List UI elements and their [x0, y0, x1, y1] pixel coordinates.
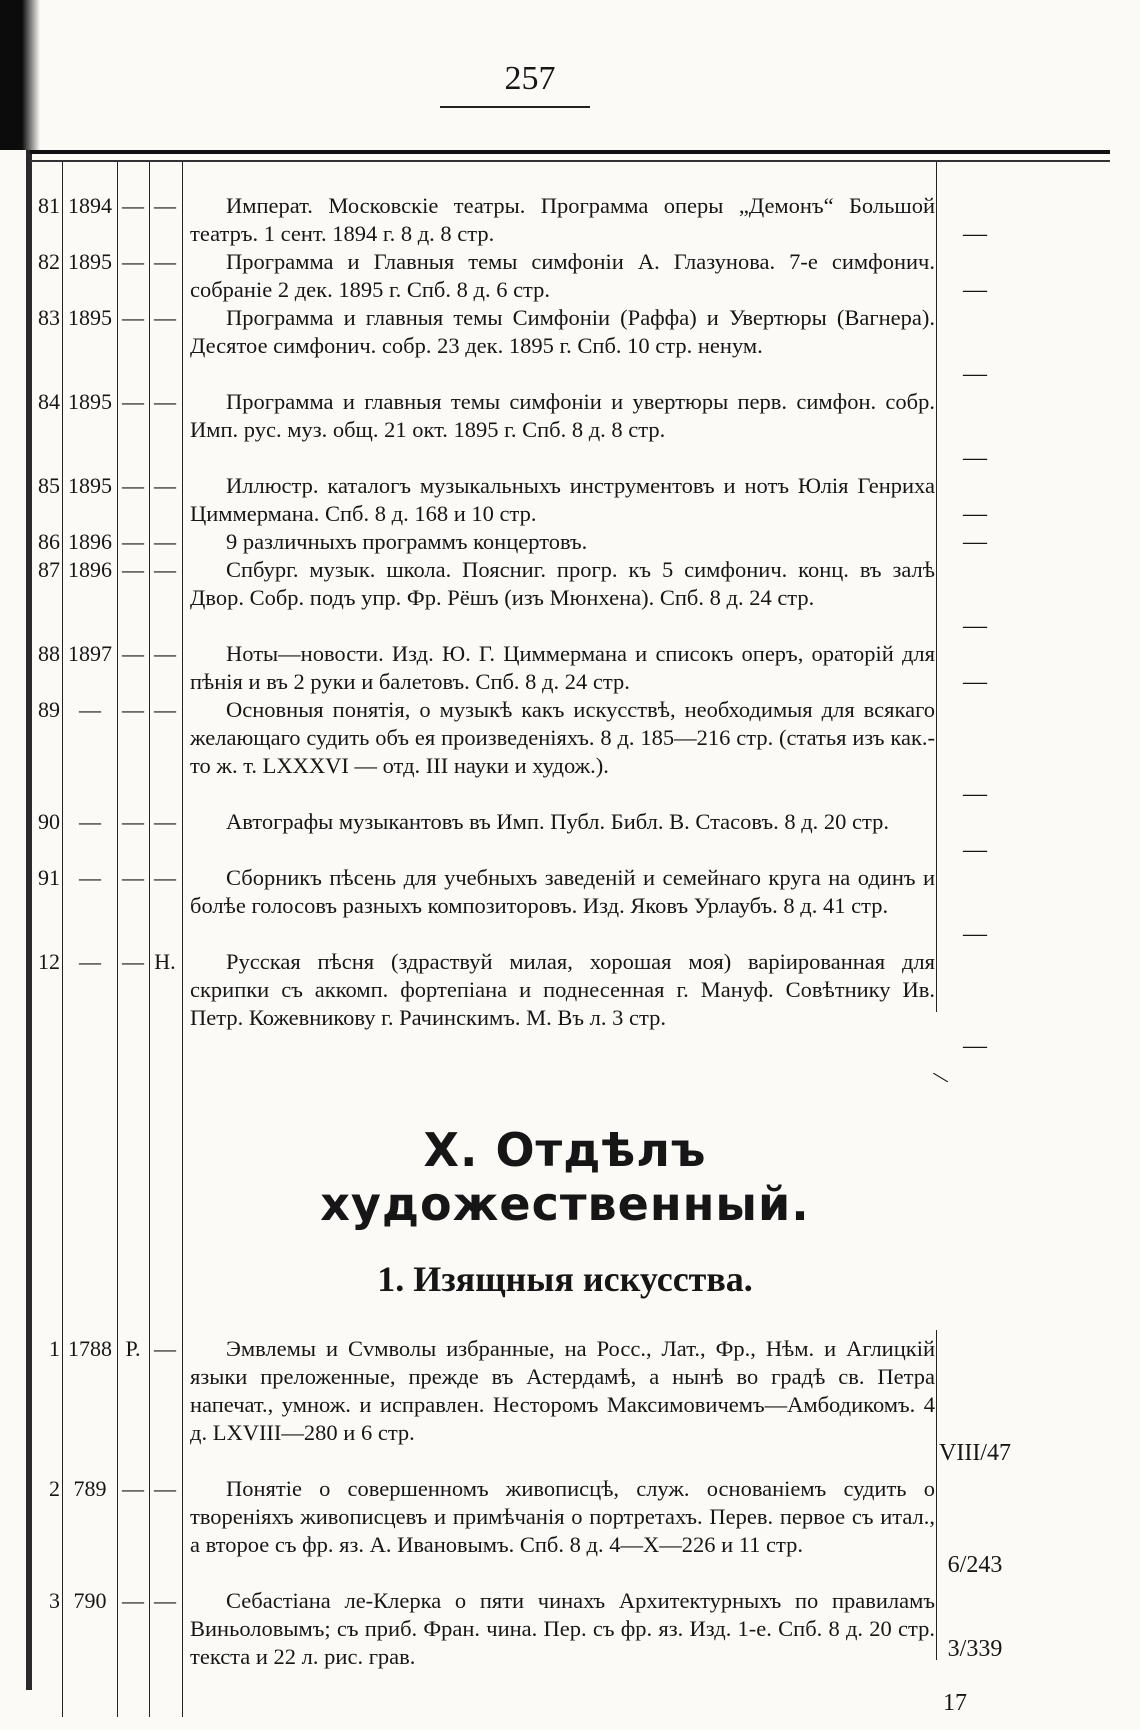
- entry-text: Программа и главныя темы Симфоніи (Раффа) и Увертюры (Вагнера). Десятое симфонич. собр. 23 дек. 1895 г. Спб. 10 стр. ненум.: [190, 305, 935, 358]
- entry-number: 3: [49, 1588, 60, 1613]
- signature-mark: 17: [943, 1690, 967, 1716]
- entry-year: 1897: [68, 641, 112, 666]
- entry-right-mark: —: [963, 529, 987, 555]
- entry-number: 90: [38, 809, 60, 834]
- entry-right-mark: 6/243: [947, 1552, 1003, 1578]
- entry-number: 83: [38, 305, 60, 330]
- entry-mark-1: —: [122, 557, 144, 582]
- entry-mark-1: —: [122, 697, 144, 722]
- entry-year: 1896: [68, 557, 112, 582]
- entry-mark-2: —: [154, 809, 176, 834]
- entry-mark-1: —: [122, 193, 144, 218]
- entry-right-mark: —: [963, 781, 987, 807]
- entry-number: 88: [38, 641, 60, 666]
- entry-year: 1896: [68, 529, 112, 554]
- entry-right-mark: —: [963, 1033, 987, 1059]
- entry-right-mark: —: [963, 277, 987, 303]
- section-title: X. Отдѣлъ художественный.: [320, 1123, 810, 1231]
- entry-mark-2: —: [154, 1476, 176, 1501]
- entry-number: 2: [49, 1476, 60, 1501]
- entry-mark-2: —: [154, 1336, 176, 1361]
- entry-year: —: [79, 949, 101, 974]
- entry-number: 87: [38, 557, 60, 582]
- entry-text: Иллюстр. каталогъ музыкальныхъ инструментовъ и нотъ Юлія Генриха Циммермана. Спб. 8 д. 168 и 10 стр.: [190, 473, 935, 526]
- entry-number: 91: [38, 865, 60, 890]
- entry-year: —: [79, 697, 101, 722]
- entry-year: 1895: [68, 389, 112, 414]
- entry-mark-1: —: [122, 865, 144, 890]
- entry-right-mark: —: [963, 613, 987, 639]
- page-number: 257: [504, 60, 556, 97]
- entry-number: 1: [49, 1336, 60, 1361]
- entry-text: Автографы музыкантовъ въ Имп. Публ. Библ. В. Стасовъ. 8 д. 20 стр.: [226, 809, 890, 834]
- entry-right-mark: 3/339: [947, 1636, 1003, 1662]
- entry-mark-2: —: [154, 389, 176, 414]
- entry-mark-2: —: [154, 305, 176, 330]
- entry-mark-2: —: [154, 865, 176, 890]
- entry-number: 89: [38, 697, 60, 722]
- entry-mark-2: —: [154, 529, 176, 554]
- entry-mark-2: —: [154, 1588, 176, 1613]
- entry-number: 82: [38, 249, 60, 274]
- entry-right-mark: VIII/47: [939, 1440, 1011, 1466]
- entry-year: 1788: [68, 1336, 112, 1361]
- entry-mark-1: —: [122, 529, 144, 554]
- entry-mark-1: Р.: [125, 1336, 141, 1361]
- entry-text: Программа и Главныя темы симфоніи А. Глазунова. 7-е симфонич. собраніе 2 дек. 1895 г. Спб. 8 д. 6 стр.: [190, 249, 935, 302]
- entry-mark-1: —: [122, 949, 144, 974]
- entry-mark-1: —: [122, 1588, 144, 1613]
- entry-text: Эмвлемы и Сvмволы избранные, на Росс., Лат., Фр., Нѣм. и Аглицкій языки преложенные, прежде въ Астердамѣ, а нынѣ во градѣ св. Петра напечат., умнож. и исправлен. Несторомъ Максимовичемъ—Амбодикомъ. 4 д. LXVIII—280 и 6 стр.: [190, 1336, 935, 1445]
- entry-mark-1: —: [122, 249, 144, 274]
- entry-right-mark: —: [963, 445, 987, 471]
- entry-number: 86: [38, 529, 60, 554]
- entry-mark-2: —: [154, 557, 176, 582]
- entry-right-mark: —: [963, 669, 987, 695]
- entry-number: 84: [38, 389, 60, 414]
- entry-mark-2: —: [154, 473, 176, 498]
- entry-mark-2: —: [154, 249, 176, 274]
- entry-year: 790: [73, 1588, 107, 1613]
- stray-mark: \: [930, 1066, 952, 1091]
- entry-text: 9 различныхъ программъ концертовъ.: [226, 529, 588, 554]
- entry-number: 85: [38, 473, 60, 498]
- entry-right-mark: —: [963, 361, 987, 387]
- entry-mark-1: —: [122, 641, 144, 666]
- subsection-title: 1. Изящныя искусства.: [377, 1259, 753, 1299]
- entry-text: Сборникъ пѣсень для учебныхъ заведеній и семейнаго круга на одинъ и болѣе голосовъ разныхъ композиторовъ. Изд. Яковъ Урлаубъ. 8 д. 41 стр.: [190, 865, 935, 918]
- entry-text: Русская пѣсня (здраствуй милая, хорошая моя) варіированная для скрипки съ аккомп. фортепіана и поднесенная г. Мануф. Совѣтнику Ив. Петр. Кожевникову г. Рачинскимъ. М. Въ л. 3 стр.: [190, 949, 935, 1030]
- entry-mark-2: Н.: [154, 949, 176, 974]
- entry-right-mark: —: [963, 501, 987, 527]
- entry-right-mark: —: [963, 221, 987, 247]
- entry-mark-2: —: [154, 193, 176, 218]
- entry-mark-1: —: [122, 473, 144, 498]
- entry-number: 12: [38, 949, 60, 974]
- entry-year: 1895: [68, 249, 112, 274]
- entry-mark-1: —: [122, 1476, 144, 1501]
- entry-year: 1895: [68, 473, 112, 498]
- entry-text: Себастіана ле-Клерка о пяти чинахъ Архитектурныхъ по правиламъ Виньоловымъ; съ приб. Фран. чина. Пер. съ фр. яз. Изд. 1-е. Спб. 8 д. 20 стр. текста и 22 л. рис. грав.: [190, 1588, 935, 1669]
- entry-text: Ноты—новости. Изд. Ю. Г. Циммермана и списокъ оперъ, ораторій для пѣнія и въ 2 руки и балетовъ. Спб. 8 д. 24 стр.: [190, 641, 935, 694]
- entry-mark-1: —: [122, 305, 144, 330]
- entry-year: 1895: [68, 305, 112, 330]
- entry-text: Основныя понятія, о музыкѣ какъ искусствѣ, необходимыя для всякаго желающаго судить объ ея произведеніяхъ. 8 д. 185—216 стр. (статья изъ как.-то ж. т. LXXXVI — отд. III науки и худож.).: [190, 697, 935, 778]
- entry-right-mark: —: [963, 921, 987, 947]
- entry-text: Императ. Московскіе театры. Программа оперы „Демонъ“ Большой театръ. 1 сент. 1894 г. 8 д. 8 стр.: [190, 193, 935, 246]
- entry-text: Программа и главныя темы симфоніи и увертюры перв. симфон. собр. Имп. рус. муз. общ. 21 окт. 1895 г. Спб. 8 д. 8 стр.: [190, 389, 935, 442]
- entry-number: 81: [38, 193, 60, 218]
- entry-mark-1: —: [122, 389, 144, 414]
- entry-year: 789: [73, 1476, 107, 1501]
- entry-year: —: [79, 809, 101, 834]
- entry-mark-1: —: [122, 809, 144, 834]
- entry-mark-2: —: [154, 697, 176, 722]
- entry-year: 1894: [68, 193, 112, 218]
- entry-text: Понятіе о совершенномъ живописцѣ, служ. основаніемъ судить о твореніяхъ живописцевъ и примѣчанія о портретахъ. Перев. первое съ итал., а второе съ фр. яз. А. Ивановымъ. Спб. 8 д. 4—X—226 и 11 стр.: [190, 1476, 935, 1557]
- entry-text: Спбург. музык. школа. Поясниг. прогр. къ 5 симфонич. конц. въ залѣ Двор. Собр. подъ упр. Фр. Рёшъ (изъ Мюнхена). Спб. 8 д. 24 стр.: [190, 557, 935, 610]
- entry-right-mark: —: [963, 837, 987, 863]
- entry-mark-2: —: [154, 641, 176, 666]
- entry-year: —: [79, 865, 101, 890]
